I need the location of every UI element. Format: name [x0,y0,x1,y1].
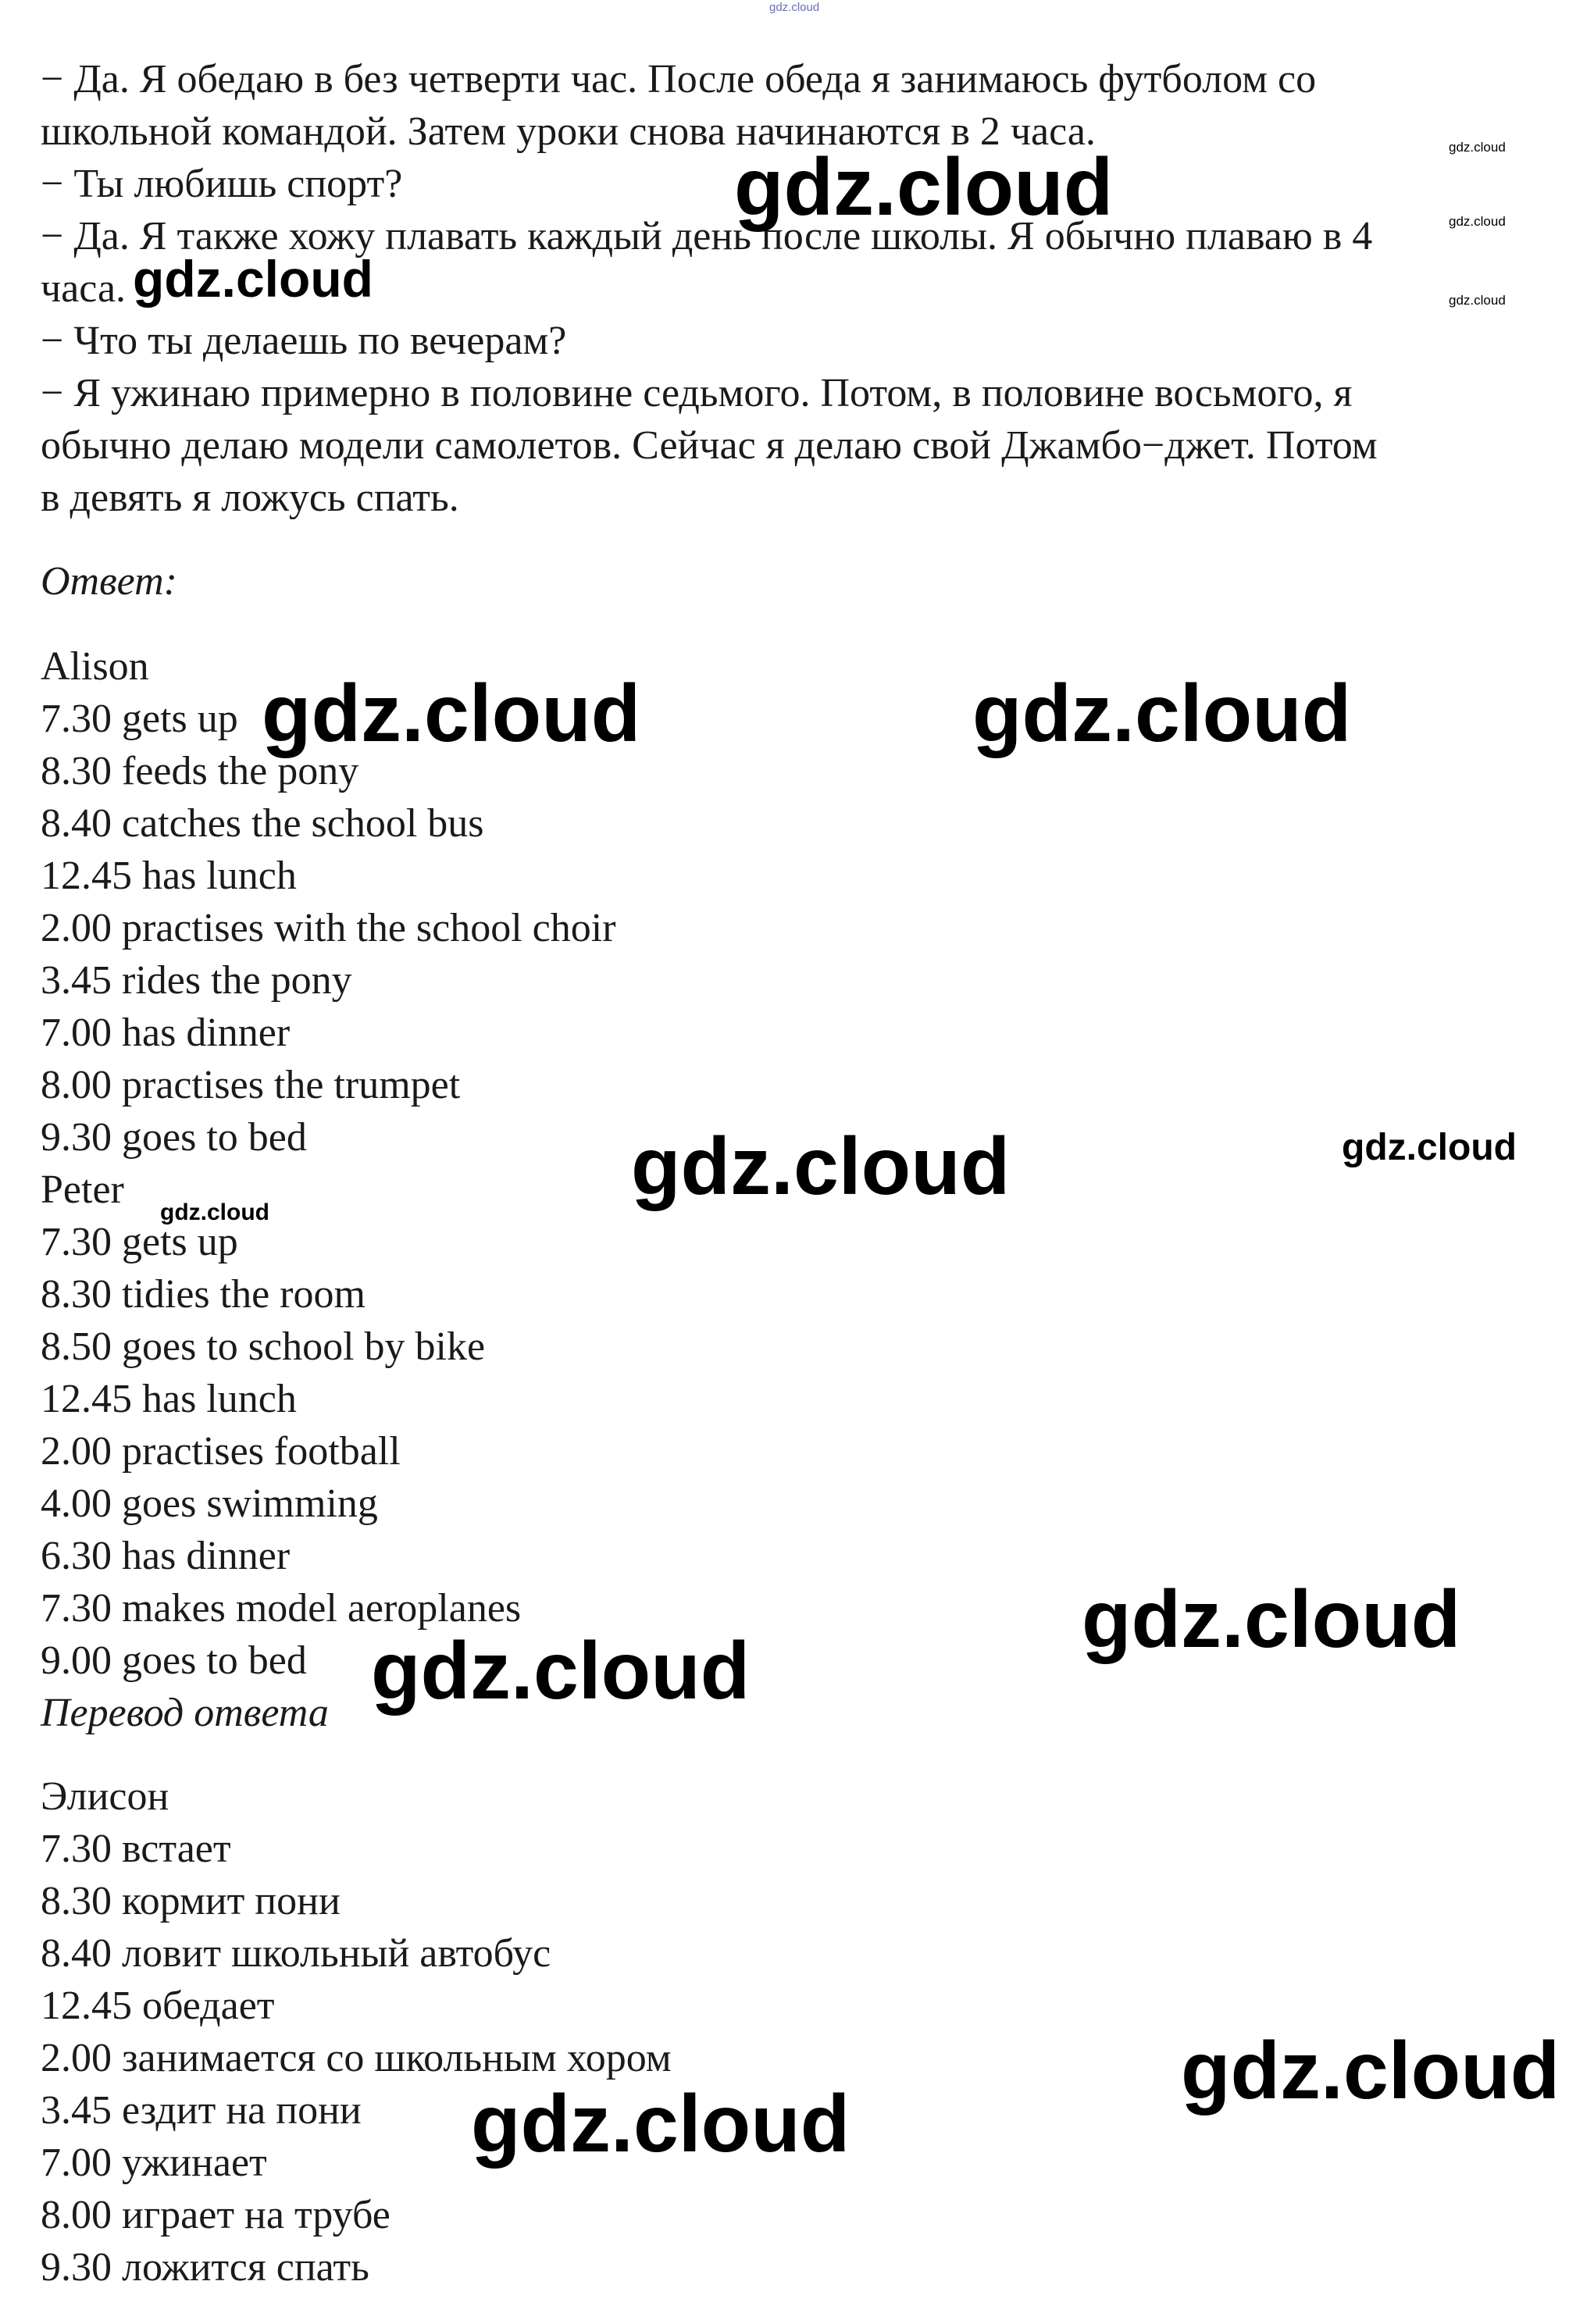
schedule-item: 7.30 makes model aeroplanes [41,1586,522,1631]
dialogue-line: − Что ты делаешь по вечерам? [41,319,567,363]
dialogue-line: школьной командой. Затем уроки снова начинаются в 2 часа. [41,109,1096,154]
dialogue-line: − Ты любишь спорт? [41,162,403,206]
watermark: gdz.cloud [133,250,373,308]
watermark: gdz.cloud [1082,1574,1461,1665]
schedule-item: 9.30 goes to bed [41,1115,307,1160]
schedule-name-alison-ru: Элисон [41,1774,169,1819]
schedule-item: 8.00 practises the trumpet [41,1063,461,1107]
schedule-item: 12.45 обедает [41,1984,275,2028]
watermark: gdz.cloud [1449,214,1506,229]
schedule-item: 9.30 ложится спать [41,2245,369,2290]
schedule-item: 8.30 tidies the room [41,1272,366,1317]
watermark: gdz.cloud [160,1199,269,1225]
schedule-item: 7.30 gets up [41,697,238,741]
schedule-item: 8.50 goes to school by bike [41,1324,486,1369]
schedule-item: 2.00 practises football [41,1429,401,1474]
schedule-item: 2.00 practises with the school choir [41,906,616,950]
schedule-item: 12.45 has lunch [41,854,297,898]
dialogue-line: − Да. Я также хожу плавать каждый день после школы. Я обычно плаваю в 4 [41,214,1373,258]
schedule-item: 6.30 has dinner [41,1534,291,1578]
schedule-item: 12.45 has lunch [41,1377,297,1421]
schedule-name-peter: Peter [41,1167,124,1212]
schedule-item: 2.00 занимается со школьным хором [41,2036,672,2080]
watermark: gdz.cloud [1342,1127,1517,1168]
schedule-item: 3.45 rides the pony [41,958,352,1003]
schedule-item: 3.45 ездит на пони [41,2088,362,2133]
dialogue-line: часа. [41,266,127,311]
schedule-item: 8.40 ловит школьный автобус [41,1931,551,1976]
schedule-item: 4.00 goes swimming [41,1481,378,1526]
dialogue-line: обычно делаю модели самолетов. Сейчас я делаю свой Джамбо−джет. Потом [41,423,1378,468]
schedule-item: 8.40 catches the school bus [41,801,484,846]
schedule-item: 8.30 feeds the pony [41,749,359,793]
watermark: gdz.cloud [1181,2026,1560,2116]
top-watermark: gdz.cloud [769,1,820,14]
watermark: gdz.cloud [471,2079,850,2169]
watermark: gdz.cloud [262,668,641,759]
schedule-item: 8.00 играет на трубе [41,2193,390,2237]
schedule-item: 7.00 has dinner [41,1011,291,1055]
schedule-item: 7.30 встает [41,1827,231,1871]
dialogue-line: в девять я ложусь спать. [41,476,459,520]
dialogue-line: − Я ужинаю примерно в половине седьмого. Потом, в половине восьмого, я [41,371,1353,415]
schedule-name-alison: Alison [41,644,149,689]
schedule-item: 8.30 кормит пони [41,1879,341,1923]
schedule-item: 7.30 gets up [41,1220,238,1264]
schedule-item: 7.00 ужинает [41,2140,267,2185]
watermark: gdz.cloud [734,142,1114,233]
answer-heading: Ответ: [41,559,177,604]
watermark: gdz.cloud [1449,293,1506,308]
schedule-item: 9.00 goes to bed [41,1638,307,1683]
watermark: gdz.cloud [371,1626,751,1716]
translation-heading: Перевод ответа [41,1691,329,1735]
watermark: gdz.cloud [631,1121,1011,1212]
watermark: gdz.cloud [972,668,1352,759]
watermark: gdz.cloud [1449,140,1506,155]
dialogue-line: − Да. Я обедаю в без четверти час. После обеда я занимаюсь футболом со [41,57,1317,102]
